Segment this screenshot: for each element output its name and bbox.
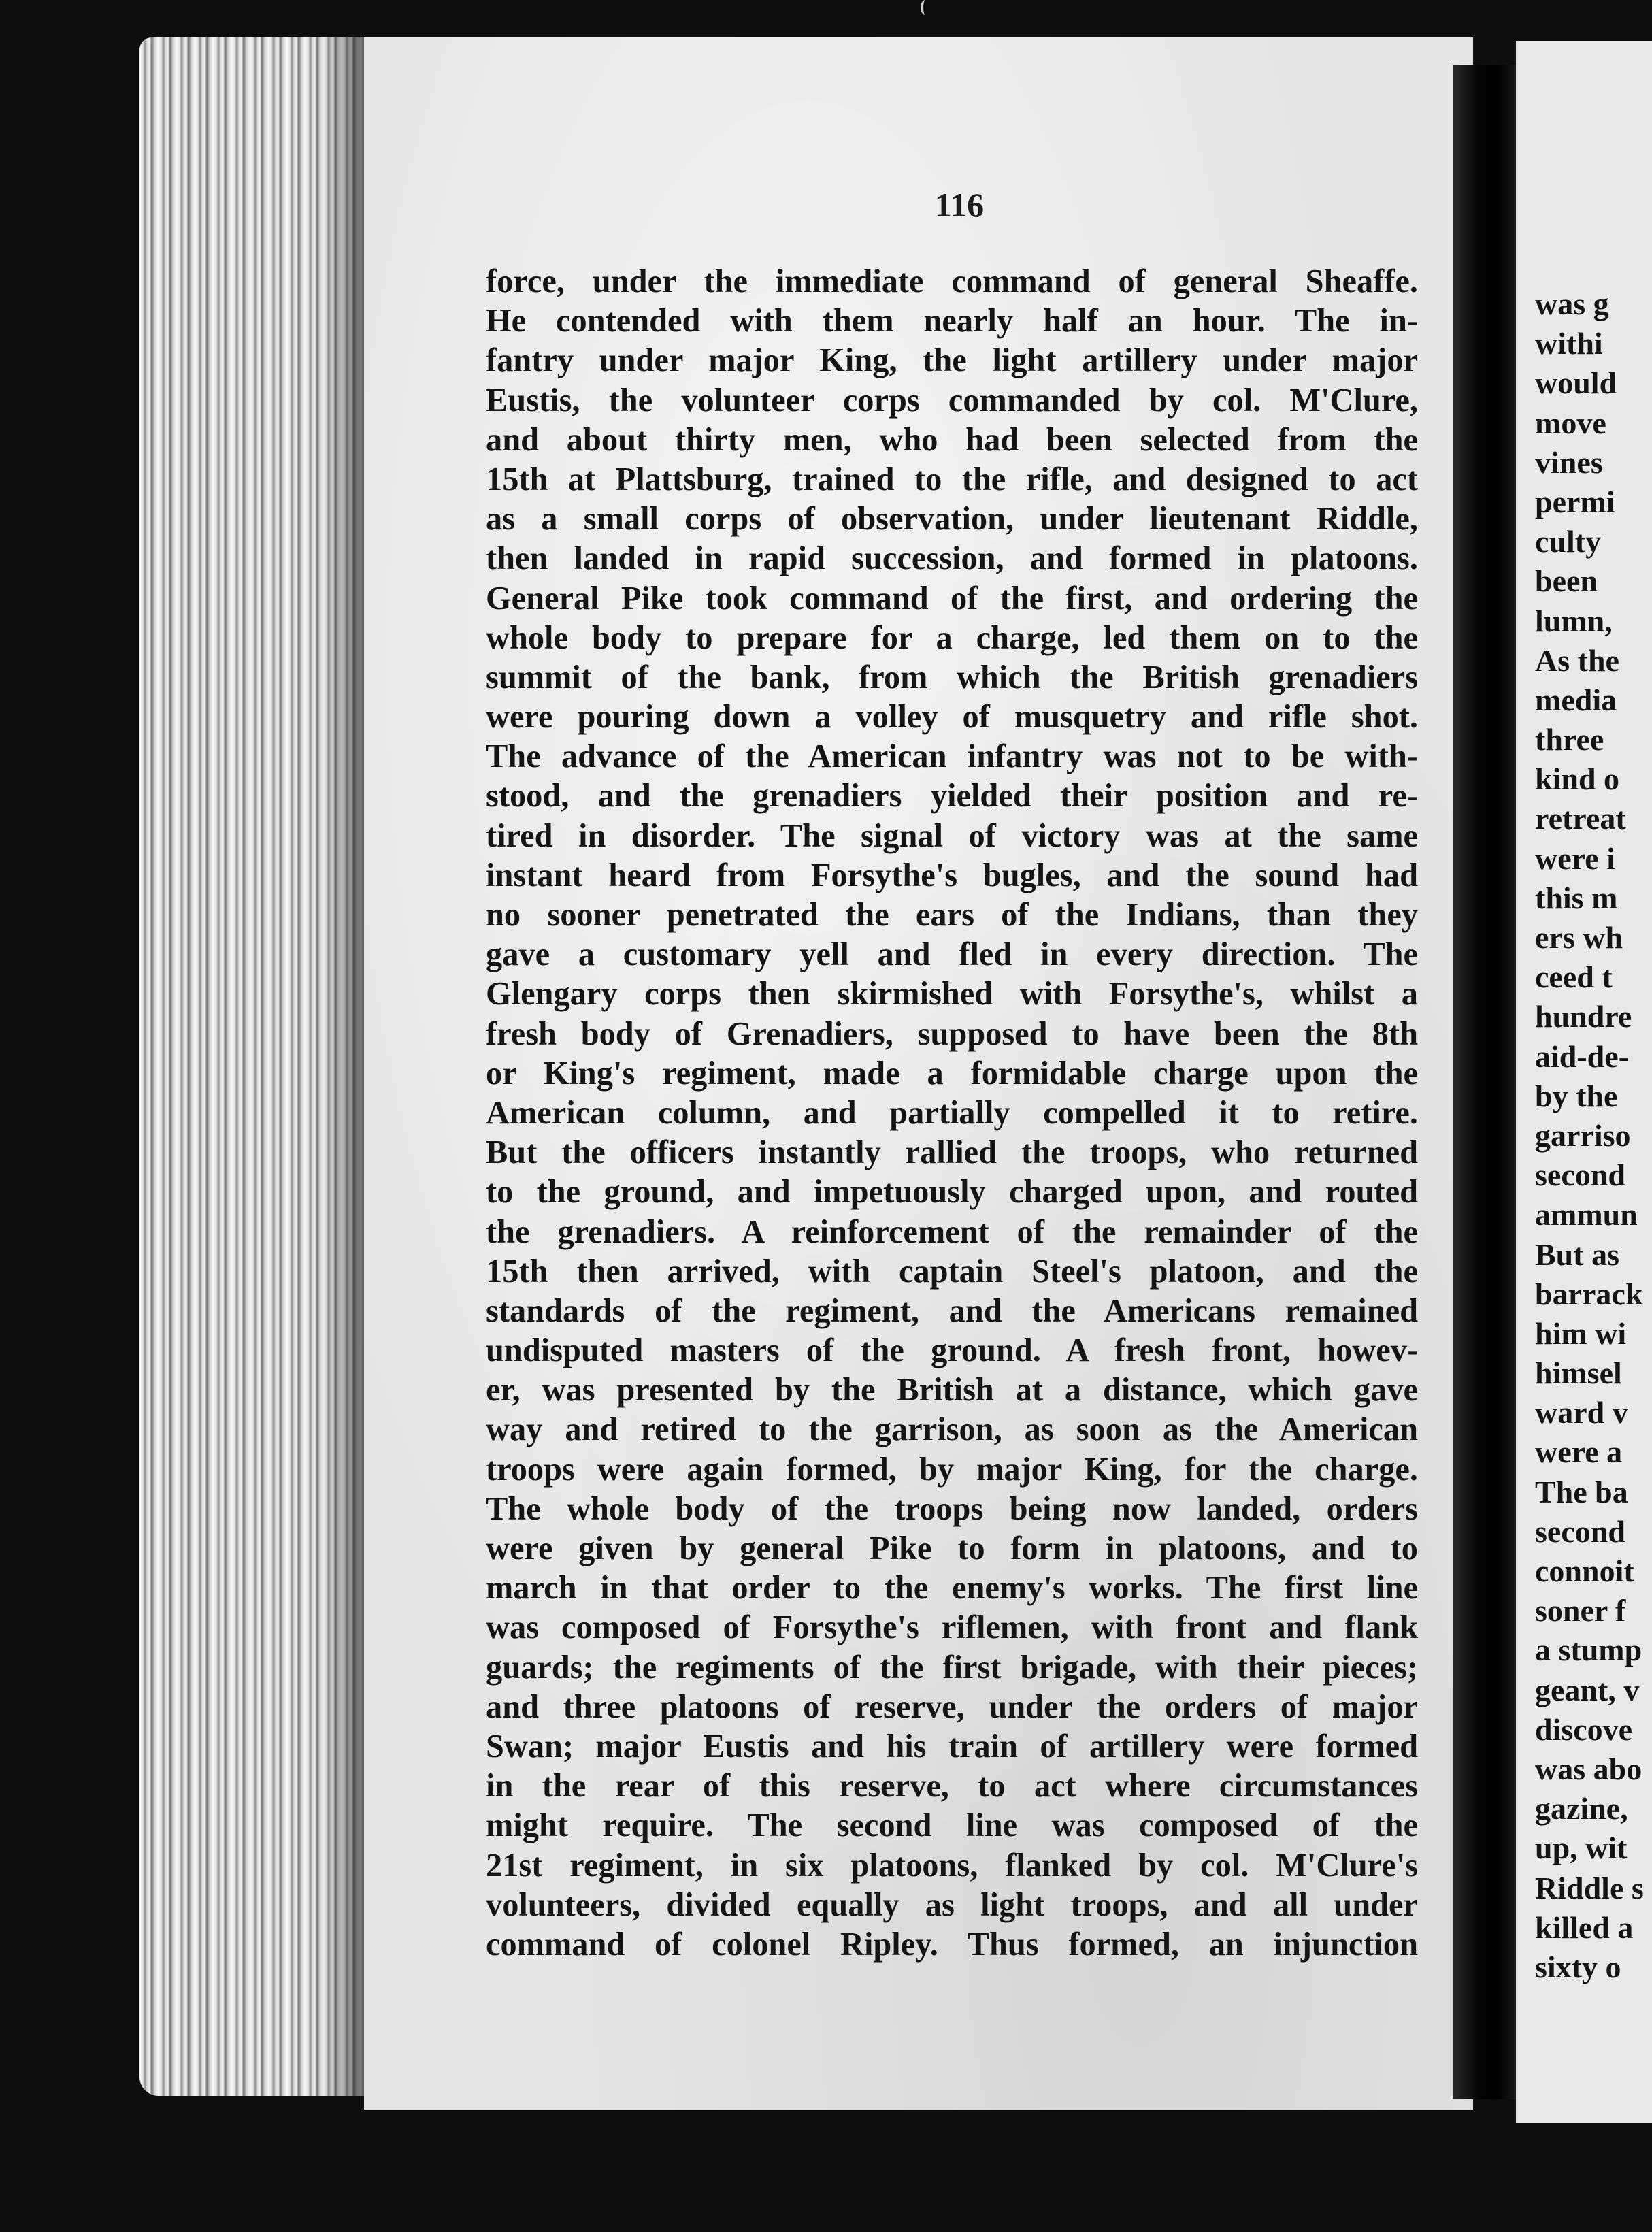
- text-line: Glengary corps then skirmished with Forsythe's, whilst a: [486, 976, 1418, 1013]
- facing-page-line: up, wit: [1535, 1831, 1628, 1866]
- facing-page-line: discove: [1535, 1711, 1633, 1747]
- facing-page-line: culty: [1535, 524, 1602, 559]
- text-line: to the ground, and impetuously charged upon, and routed: [486, 1174, 1418, 1211]
- facing-page-line: aid-de-: [1535, 1038, 1629, 1074]
- text-line: was composed of Forsythe's riflemen, with front and flank: [486, 1609, 1418, 1646]
- facing-page-line: was abo: [1535, 1751, 1642, 1786]
- text-line: er, was presented by the British at a distance, which gave: [486, 1372, 1418, 1409]
- facing-page-line: But as: [1535, 1236, 1619, 1272]
- text-line: He contended with them nearly half an hour. The in-: [486, 303, 1418, 340]
- text-line: and three platoons of reserve, under the orders of major: [486, 1688, 1418, 1725]
- facing-page-line: hundre: [1535, 999, 1632, 1034]
- facing-page-line: were a: [1535, 1434, 1623, 1470]
- facing-page-line: ers wh: [1535, 920, 1623, 955]
- text-line: 15th at Plattsburg, trained to the rifle, and designed to act: [486, 461, 1418, 497]
- facing-page-line: The ba: [1535, 1474, 1628, 1509]
- page-body-text: [486, 262, 1418, 1965]
- text-line: then landed in rapid succession, and formed in platoons.: [486, 540, 1418, 577]
- facing-page-line: vines: [1535, 444, 1603, 480]
- facing-page-line: permi: [1535, 484, 1615, 519]
- text-line: gave a customary yell and fled in every direction. The: [486, 936, 1418, 973]
- text-line: in the rear of this reserve, to act where circumstances: [486, 1768, 1418, 1805]
- facing-page-line: killed a: [1535, 1909, 1634, 1945]
- text-line: and about thirty men, who had been selected from the: [486, 421, 1418, 458]
- text-line: were given by general Pike to form in platoons, and to: [486, 1530, 1418, 1566]
- page-edges-shadow: [320, 37, 371, 2096]
- text-line: stood, and the grenadiers yielded their position and re-: [486, 778, 1418, 815]
- text-line: troops were again formed, by major King, for the charge.: [486, 1451, 1418, 1488]
- facing-page-line: soner f: [1535, 1593, 1626, 1628]
- facing-page-line: been: [1535, 563, 1598, 599]
- facing-page-line: a stump: [1535, 1632, 1642, 1668]
- text-line: fresh body of Grenadiers, supposed to have been the 8th: [486, 1015, 1418, 1052]
- text-line: fantry under major King, the light artillery under major: [486, 342, 1418, 379]
- book-gutter: [1453, 65, 1517, 2099]
- text-line: But the officers instantly rallied the troops, who returned: [486, 1134, 1418, 1171]
- text-line: Swan; major Eustis and his train of artillery were formed: [486, 1728, 1418, 1765]
- facing-page-line: second: [1535, 1158, 1625, 1193]
- text-line: The whole body of the troops being now landed, orders: [486, 1490, 1418, 1527]
- text-line: might require. The second line was composed of the: [486, 1807, 1418, 1844]
- text-line: way and retired to the garrison, as soon as the American: [486, 1411, 1418, 1448]
- facing-page-line: media: [1535, 682, 1617, 717]
- text-line: march in that order to the enemy's works. The first line: [486, 1570, 1418, 1607]
- text-line: command of colonel Ripley. Thus formed, an injunction: [486, 1926, 1418, 1963]
- facing-page-line: withi: [1535, 326, 1603, 361]
- page-number: 116: [934, 186, 985, 224]
- text-line: The advance of the American infantry was not to be with-: [486, 738, 1418, 775]
- facing-page-line: lumn,: [1535, 603, 1613, 638]
- text-line: tired in disorder. The signal of victory was at the same: [486, 817, 1418, 854]
- facing-page-line: Riddle s: [1535, 1870, 1644, 1905]
- facing-page-line: three: [1535, 722, 1604, 757]
- text-line: guards; the regiments of the first brigade, with their pieces;: [486, 1649, 1418, 1686]
- facing-page-line: ammun: [1535, 1197, 1638, 1232]
- text-line: 21st regiment, in six platoons, flanked by col. M'Clure's: [486, 1847, 1418, 1884]
- facing-page-line: second: [1535, 1513, 1625, 1549]
- facing-page-text: [1535, 284, 1652, 1987]
- facing-page-line: garriso: [1535, 1117, 1631, 1153]
- text-line: or King's regiment, made a formidable charge upon the: [486, 1055, 1418, 1092]
- facing-page-line: this m: [1535, 880, 1618, 915]
- text-line: the grenadiers. A reinforcement of the remainder of the: [486, 1213, 1418, 1250]
- text-line: whole body to prepare for a charge, led them on to the: [486, 619, 1418, 656]
- facing-page-line: him wi: [1535, 1315, 1627, 1351]
- text-line: standards of the regiment, and the Americans remained: [486, 1292, 1418, 1329]
- facing-page-line: geant, v: [1535, 1672, 1640, 1707]
- facing-page-line: gazine,: [1535, 1791, 1628, 1826]
- facing-page-line: ward v: [1535, 1395, 1628, 1430]
- text-line: undisputed masters of the ground. A fresh front, howev-: [486, 1332, 1418, 1369]
- facing-page-line: retreat: [1535, 801, 1626, 836]
- text-line: summit of the bank, from which the British grenadiers: [486, 659, 1418, 695]
- facing-page-line: sixty o: [1535, 1949, 1621, 1984]
- facing-page-line: As the: [1535, 642, 1619, 678]
- facing-page-line: would: [1535, 365, 1617, 401]
- facing-page-line: move: [1535, 405, 1606, 440]
- text-line: instant heard from Forsythe's bugles, and the sound had: [486, 857, 1418, 893]
- page-mark: [921, 0, 930, 15]
- text-line: General Pike took command of the first, and ordering the: [486, 580, 1418, 617]
- facing-page-line: himsel: [1535, 1356, 1622, 1391]
- text-line: American column, and partially compelled it to retire.: [486, 1094, 1418, 1131]
- facing-page-line: were i: [1535, 840, 1615, 876]
- text-line: as a small corps of observation, under lieutenant Riddle,: [486, 501, 1418, 538]
- text-line: were pouring down a volley of musquetry and rifle shot.: [486, 699, 1418, 736]
- text-line: volunteers, divided equally as light troops, and all under: [486, 1886, 1418, 1923]
- facing-page-line: by the: [1535, 1078, 1618, 1113]
- facing-page-line: kind o: [1535, 761, 1620, 797]
- text-line: no sooner penetrated the ears of the Indians, than they: [486, 897, 1418, 933]
- facing-page-line: barrack: [1535, 1276, 1643, 1311]
- facing-page-line: connoit: [1535, 1554, 1634, 1588]
- facing-page-line: was g: [1535, 286, 1609, 321]
- text-line: Eustis, the volunteer corps commanded by col. M'Clure,: [486, 382, 1418, 419]
- text-line: force, under the immediate command of general Sheaffe.: [486, 263, 1418, 299]
- facing-page-line: ceed t: [1535, 959, 1613, 995]
- text-line: 15th then arrived, with captain Steel's platoon, and the: [486, 1253, 1418, 1290]
